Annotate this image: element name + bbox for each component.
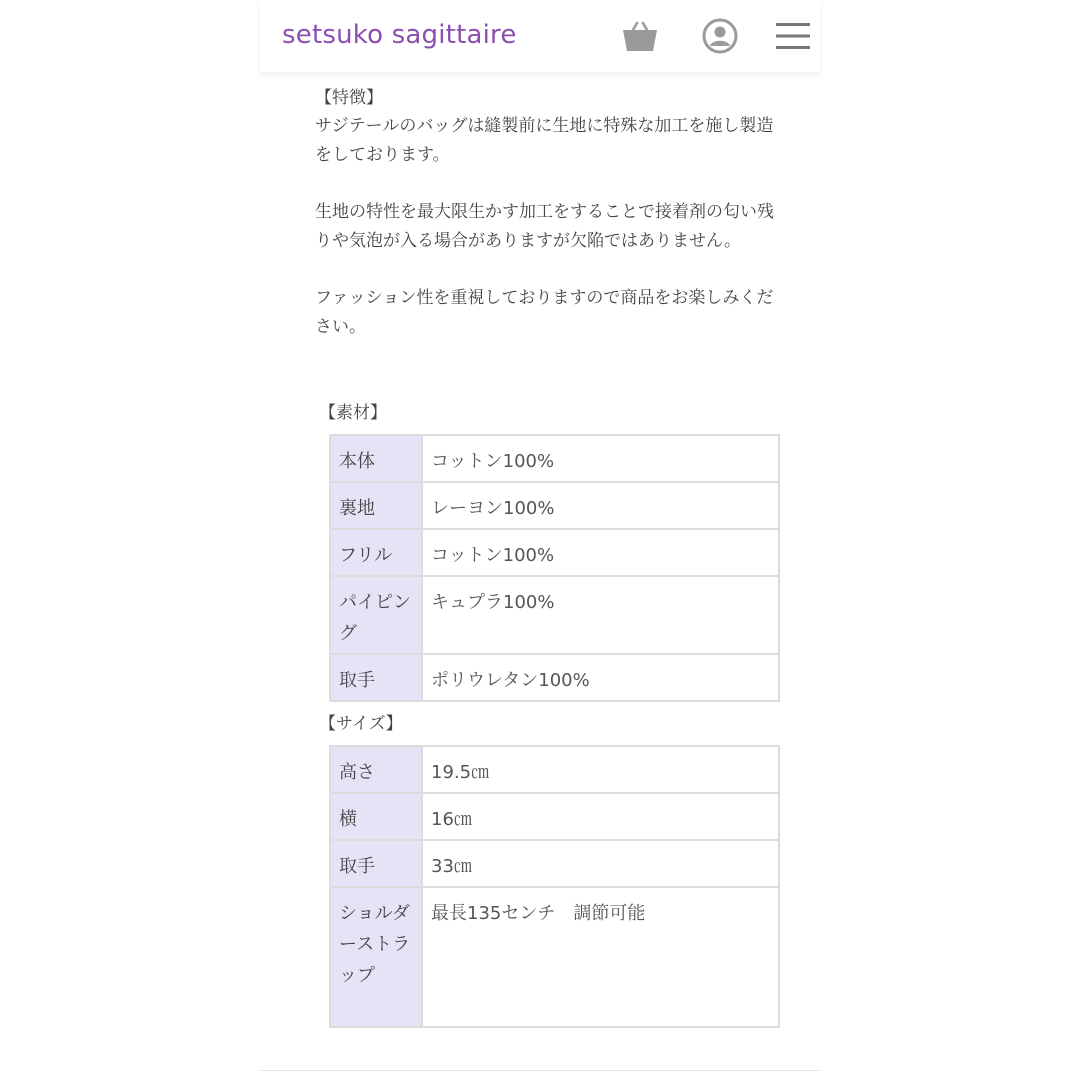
sizes-key: ショルダーストラップ bbox=[330, 887, 422, 1027]
materials-key: 取手 bbox=[330, 654, 422, 701]
product-description bbox=[315, 84, 775, 1028]
sizes-value: 19.5㎝ bbox=[422, 746, 779, 793]
table-row bbox=[330, 887, 779, 1027]
table-row bbox=[330, 746, 779, 793]
features-paragraph: サジテールのバッグは縫製前に生地に特殊な加工を施し製造をしております。 bbox=[315, 116, 774, 165]
materials-table bbox=[329, 434, 780, 702]
table-row bbox=[330, 482, 779, 529]
account-icon bbox=[701, 17, 739, 55]
materials-key: 本体 bbox=[330, 435, 422, 482]
materials-value: コットン100% bbox=[422, 529, 779, 576]
materials-key: フリル bbox=[330, 529, 422, 576]
table-row bbox=[330, 840, 779, 887]
table-row bbox=[330, 576, 779, 654]
sizes-key: 取手 bbox=[330, 840, 422, 887]
table-row bbox=[330, 529, 779, 576]
features-paragraph: 生地の特性を最大限生かす加工をすることで接着剤の匂い残りや気泡が入る場合がありますが欠陥ではありません。 bbox=[315, 202, 774, 251]
basket-icon bbox=[621, 18, 659, 54]
materials-key: パイピング bbox=[330, 576, 422, 654]
materials-value: ポリウレタン100% bbox=[422, 654, 779, 701]
sizes-heading: 【サイズ】 bbox=[319, 714, 403, 734]
sizes-key: 高さ bbox=[330, 746, 422, 793]
account-button[interactable] bbox=[698, 14, 742, 58]
features-heading: 【特徴】 bbox=[315, 88, 383, 108]
materials-value: コットン100% bbox=[422, 435, 779, 482]
menu-icon bbox=[775, 21, 811, 51]
materials-heading: 【素材】 bbox=[319, 403, 387, 423]
table-row bbox=[330, 654, 779, 701]
sizes-value: 最長135センチ 調節可能 bbox=[422, 887, 779, 1027]
sizes-key: 横 bbox=[330, 793, 422, 840]
table-row bbox=[330, 793, 779, 840]
sizes-value: 16㎝ bbox=[422, 793, 779, 840]
page bbox=[260, 0, 820, 1080]
materials-value: キュプラ100% bbox=[422, 576, 779, 654]
divider bbox=[260, 1070, 820, 1071]
cart-button[interactable] bbox=[618, 14, 662, 58]
materials-value: レーヨン100% bbox=[422, 482, 779, 529]
table-row bbox=[330, 435, 779, 482]
menu-button[interactable] bbox=[771, 14, 815, 58]
materials-key: 裏地 bbox=[330, 482, 422, 529]
features-paragraph: ファッション性を重視しておりますので商品をお楽しみください。 bbox=[315, 288, 774, 337]
site-header bbox=[260, 0, 820, 72]
sizes-table bbox=[329, 745, 780, 1028]
sizes-value: 33㎝ bbox=[422, 840, 779, 887]
site-logo[interactable]: setsuko sagittaire bbox=[282, 20, 517, 50]
